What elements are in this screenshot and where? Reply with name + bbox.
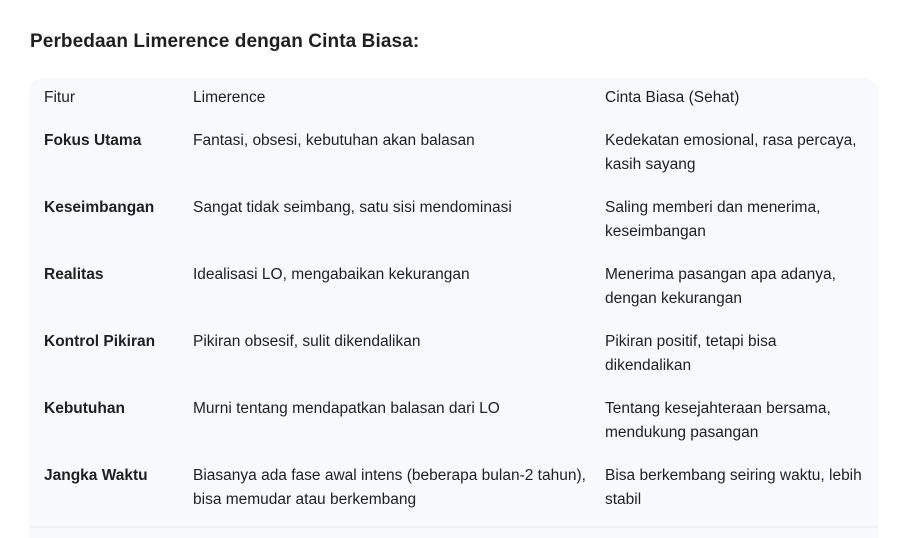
table-row — [29, 330, 878, 397]
row-cinta-biasa-cell: Kedekatan emosional, rasa percaya, kasih sayang — [605, 132, 857, 173]
table-row — [29, 397, 878, 464]
row-feature-cell: Jangka Waktu — [44, 467, 148, 484]
row-limerence-cell: Pikiran obsesif, sulit dikendalikan — [193, 333, 421, 350]
column-header-limerence: Limerence — [193, 89, 266, 106]
table-bottom-divider — [29, 526, 878, 528]
row-feature-cell: Realitas — [44, 266, 104, 283]
row-feature-cell: Kontrol Pikiran — [44, 333, 156, 350]
row-limerence-cell: Murni tentang mendapatkan balasan dari LO — [193, 400, 500, 417]
row-cinta-biasa-cell: Menerima pasangan apa adanya, dengan kekurangan — [605, 266, 836, 307]
row-limerence-cell: Idealisasi LO, mengabaikan kekurangan — [193, 266, 470, 283]
table-row — [29, 196, 878, 263]
column-header-fitur: Fitur — [44, 89, 75, 106]
row-limerence-cell: Biasanya ada fase awal intens (beberapa bulan-2 tahun), bisa memudar atau berkembang — [193, 467, 586, 508]
row-cinta-biasa-cell: Pikiran positif, tetapi bisa dikendalikan — [605, 333, 777, 374]
row-cinta-biasa-cell: Tentang kesejahteraan bersama, mendukung pasangan — [605, 400, 831, 441]
row-limerence-cell: Sangat tidak seimbang, satu sisi mendominasi — [193, 199, 512, 216]
comparison-table — [29, 86, 878, 531]
row-limerence-cell: Fantasi, obsesi, kebutuhan akan balasan — [193, 132, 475, 149]
table-row — [29, 464, 878, 531]
row-cinta-biasa-cell: Bisa berkembang seiring waktu, lebih stabil — [605, 467, 862, 508]
section-heading: Perbedaan Limerence dengan Cinta Biasa: — [30, 31, 420, 52]
row-cinta-biasa-cell: Saling memberi dan menerima, keseimbangan — [605, 199, 821, 240]
row-feature-cell: Kebutuhan — [44, 400, 125, 417]
row-feature-cell: Keseimbangan — [44, 199, 155, 216]
table-row — [29, 129, 878, 196]
table-header-row — [29, 86, 878, 129]
row-feature-cell: Fokus Utama — [44, 132, 142, 149]
comparison-table-container — [29, 78, 878, 538]
column-header-cinta-biasa: Cinta Biasa (Sehat) — [605, 89, 740, 106]
table-row — [29, 263, 878, 330]
